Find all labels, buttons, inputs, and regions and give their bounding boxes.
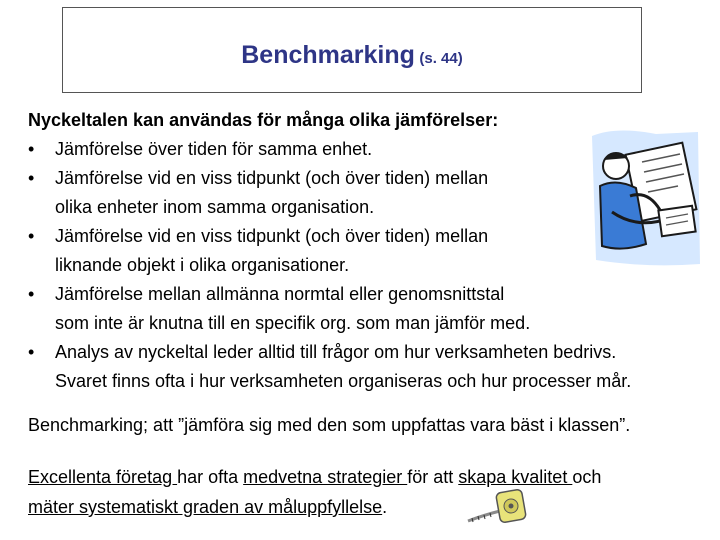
text-run: . <box>382 497 388 517</box>
text-run: för att <box>407 467 459 487</box>
measuring-tape-clipart <box>466 485 528 529</box>
title-box <box>62 7 642 93</box>
bullet-text: Analys av nyckeltal leder alltid till frågor om hur verksamheten bedrivs. <box>55 342 617 362</box>
bullet-text-cont: som inte är knutna till en specifik org. som man jämför med. <box>55 313 531 333</box>
underlined-phrase: mäter systematiskt graden av måluppfyllelse <box>28 497 383 517</box>
man-with-clipboard-clipart <box>586 126 704 268</box>
bullet-text-cont: liknande objekt i olika organisationer. <box>55 255 350 275</box>
slide-title <box>63 41 641 70</box>
bullet-marker: • <box>28 168 35 188</box>
bullet-text: Jämförelse vid en viss tidpunkt (och över tiden) mellan <box>55 168 489 188</box>
bullet-text: Jämförelse över tiden för samma enhet. <box>55 139 373 159</box>
title-main: Benchmarking <box>241 41 415 69</box>
closing-paragraph <box>28 462 708 522</box>
underlined-phrase: Excellenta företag <box>28 467 178 487</box>
bullet-marker: • <box>28 226 35 246</box>
bullet-text: Jämförelse mellan allmänna normtal eller genomsnittstal <box>55 284 505 304</box>
bullet-item <box>28 338 708 396</box>
intro-heading: Nyckeltalen kan användas för många olika jämförelser: <box>28 110 499 130</box>
text-run: har ofta <box>177 467 244 487</box>
underlined-phrase: skapa kvalitet <box>458 467 573 487</box>
bullet-marker: • <box>28 342 35 362</box>
bullet-marker: • <box>28 139 35 159</box>
title-page-ref: (s. 44) <box>419 50 463 67</box>
bullet-text-cont: Svaret finns ofta i hur verksamheten organiseras och hur processer mår. <box>55 371 632 391</box>
bullet-marker: • <box>28 284 35 304</box>
benchmarking-definition: Benchmarking; att ”jämföra sig med den som uppfattas vara bäst i klassen”. <box>28 415 631 435</box>
text-run: och <box>572 467 602 487</box>
bullet-text: Jämförelse vid en viss tidpunkt (och över tiden) mellan <box>55 226 489 246</box>
bullet-item <box>28 280 708 338</box>
bullet-text-cont: olika enheter inom samma organisation. <box>55 197 375 217</box>
underlined-phrase: medvetna strategier <box>243 467 408 487</box>
